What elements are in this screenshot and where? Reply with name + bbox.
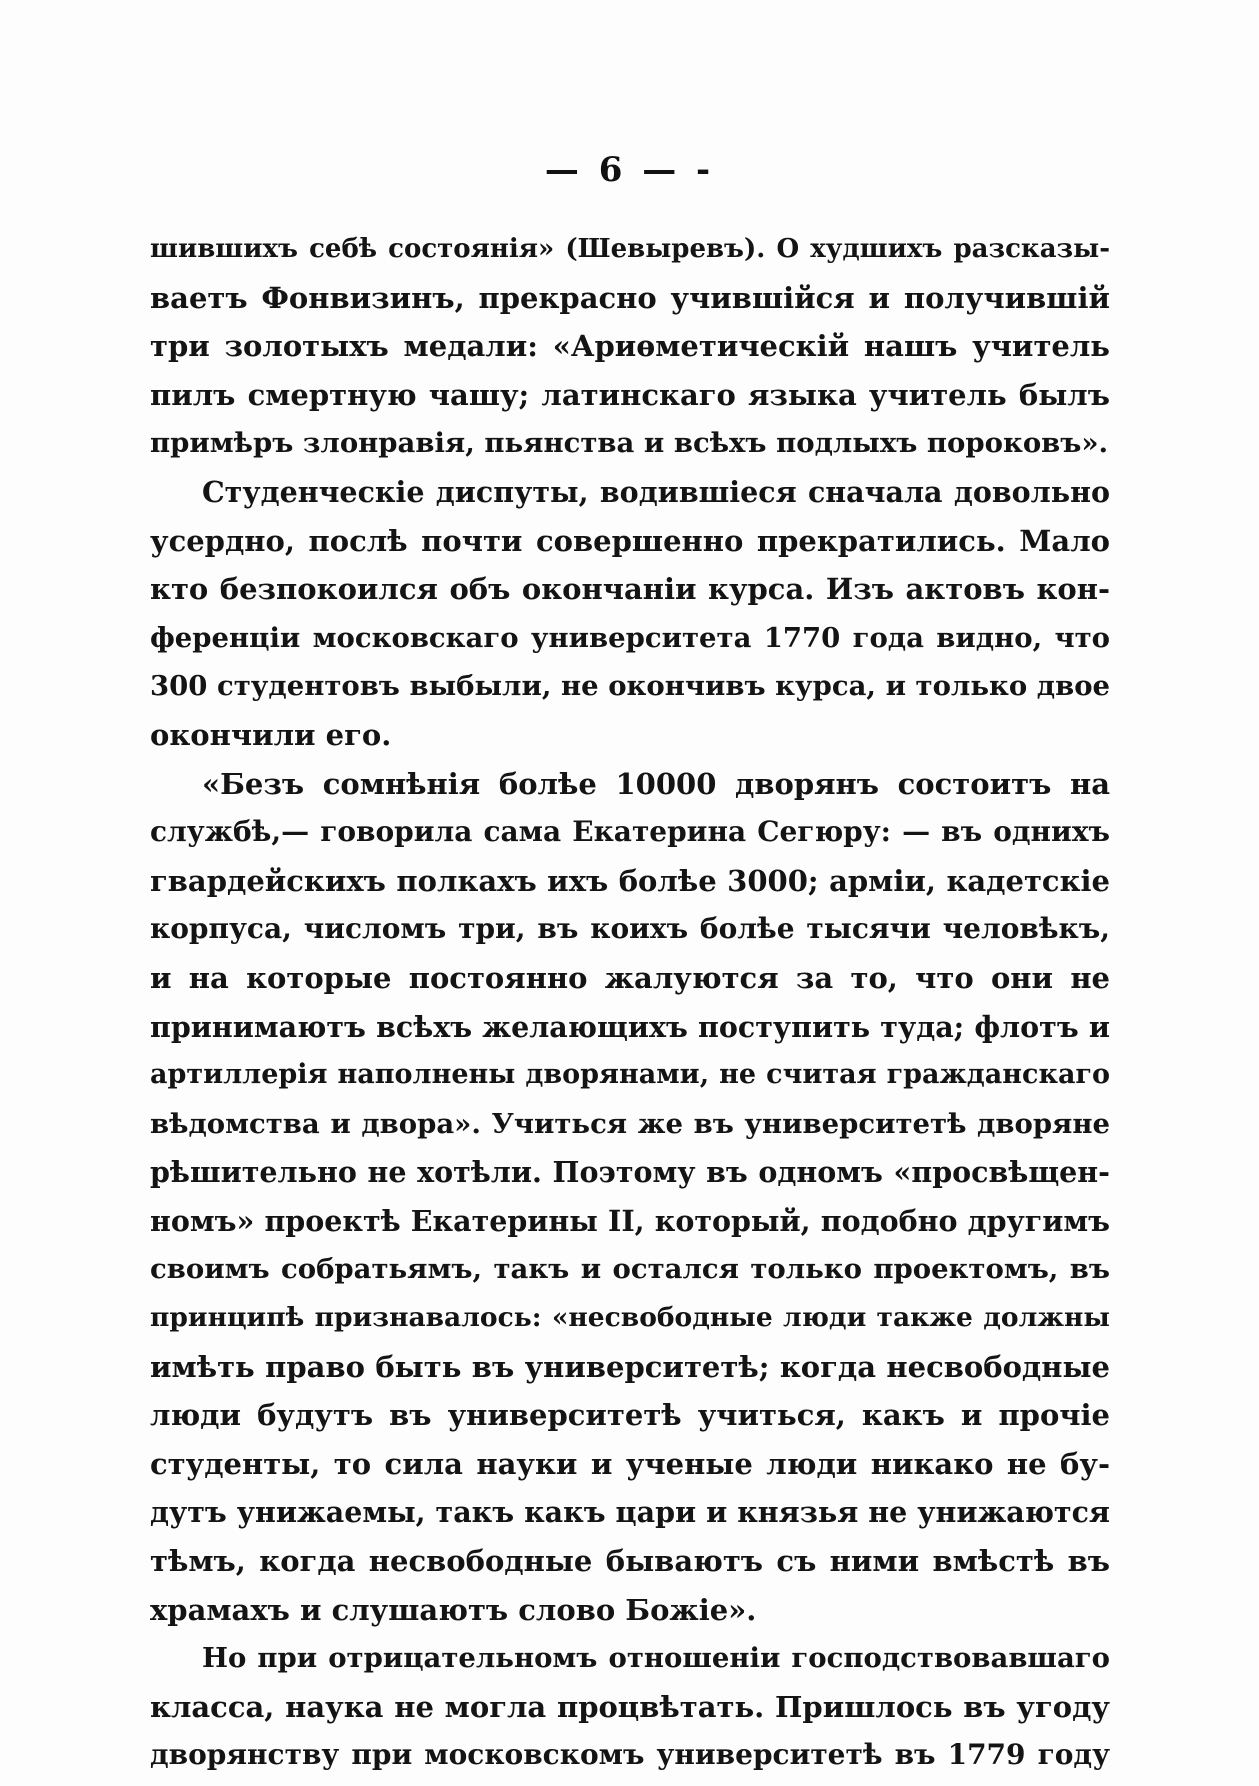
text-line: ференціи московскаго университета 1770 года видно, что xyxy=(150,621,1110,654)
text-line: тѣмъ, когда несвободные бываютъ съ ними вмѣстѣ въ xyxy=(150,1544,1110,1579)
text-line: дворянству при московскомъ университетѣ въ 1779 году xyxy=(150,1738,1110,1772)
text-line: кто безпокоился объ окончаніи курса. Изъ актовъ кон- xyxy=(150,572,1110,607)
text-line: имѣть право быть въ университетѣ; когда несвободные xyxy=(150,1349,1110,1384)
text-line: три золотыхъ медали: «Ариѳметическій нашъ учитель xyxy=(150,329,1110,364)
text-line: Но при отрицательномъ отношеніи господствовавшаго xyxy=(202,1642,1110,1675)
body-text xyxy=(150,225,1110,1780)
text-line: примѣръ злонравія, пьянства и всѣхъ подлыхъ пороковъ». xyxy=(150,427,1109,460)
text-line: студенты, то сила науки и ученые люди никако не бу- xyxy=(150,1446,1110,1481)
text-line: люди будутъ въ университетѣ учиться, какъ и прочіе xyxy=(150,1398,1110,1433)
text-line: храмахъ и слушаютъ слово Божіе». xyxy=(150,1592,757,1627)
text-line: артиллерія наполнены дворянами, не считая гражданскаго xyxy=(150,1059,1110,1091)
page-number: — 6 — - xyxy=(544,150,715,190)
text-line: класса, наука не могла процвѣтать. Пришлось въ угоду xyxy=(150,1689,1110,1724)
text-line: окончили его. xyxy=(150,717,392,752)
text-line: принимаютъ всѣхъ желающихъ поступить туда; флотъ и xyxy=(150,1009,1110,1044)
text-line: гвардейскихъ полкахъ ихъ болѣе 3000; арміи, кадетскіе xyxy=(150,863,1110,898)
text-line: Студенческіе диспуты, водившіеся сначала довольно xyxy=(202,474,1110,509)
text-line: своимъ собратьямъ, такъ и остался только проектомъ, въ xyxy=(150,1253,1110,1286)
text-line: службѣ,— говорила сама Екатерина Сегюру: — въ однихъ xyxy=(150,815,1110,849)
text-line: принципѣ признавалось: «несвободные люди также должны xyxy=(150,1302,1110,1334)
text-line: и на которые постоянно жалуются за то, что они не xyxy=(150,960,1110,995)
text-line: шившихъ себѣ состоянія» (Шевыревъ). О худшихъ разсказы- xyxy=(150,234,1110,264)
text-line: вѣдомства и двора». Учиться же въ университетѣ дворяне xyxy=(150,1107,1110,1140)
text-line: усердно, послѣ почти совершенно прекратились. Мало xyxy=(150,523,1110,558)
text-line: 300 студентовъ выбыли, не окончивъ курса, и только двое xyxy=(150,670,1110,703)
text-line: дутъ унижаемы, такъ какъ цари и князья не унижаются xyxy=(150,1495,1110,1530)
text-line: рѣшительно не хотѣли. Поэтому въ одномъ «просвѣщен- xyxy=(150,1155,1110,1190)
text-line: корпуса, числомъ три, въ коихъ болѣе тысячи человѣкъ, xyxy=(150,912,1110,946)
text-line: пилъ смертную чашу; латинскаго языка учитель былъ xyxy=(150,377,1110,412)
text-line: «Безъ сомнѣнія болѣе 10000 дворянъ состоитъ на xyxy=(202,766,1110,801)
text-line: номъ» проектѣ Екатерины II, который, подобно другимъ xyxy=(150,1203,1110,1238)
text-line: ваетъ Фонвизинъ, прекрасно учившійся и получившій xyxy=(150,280,1110,315)
